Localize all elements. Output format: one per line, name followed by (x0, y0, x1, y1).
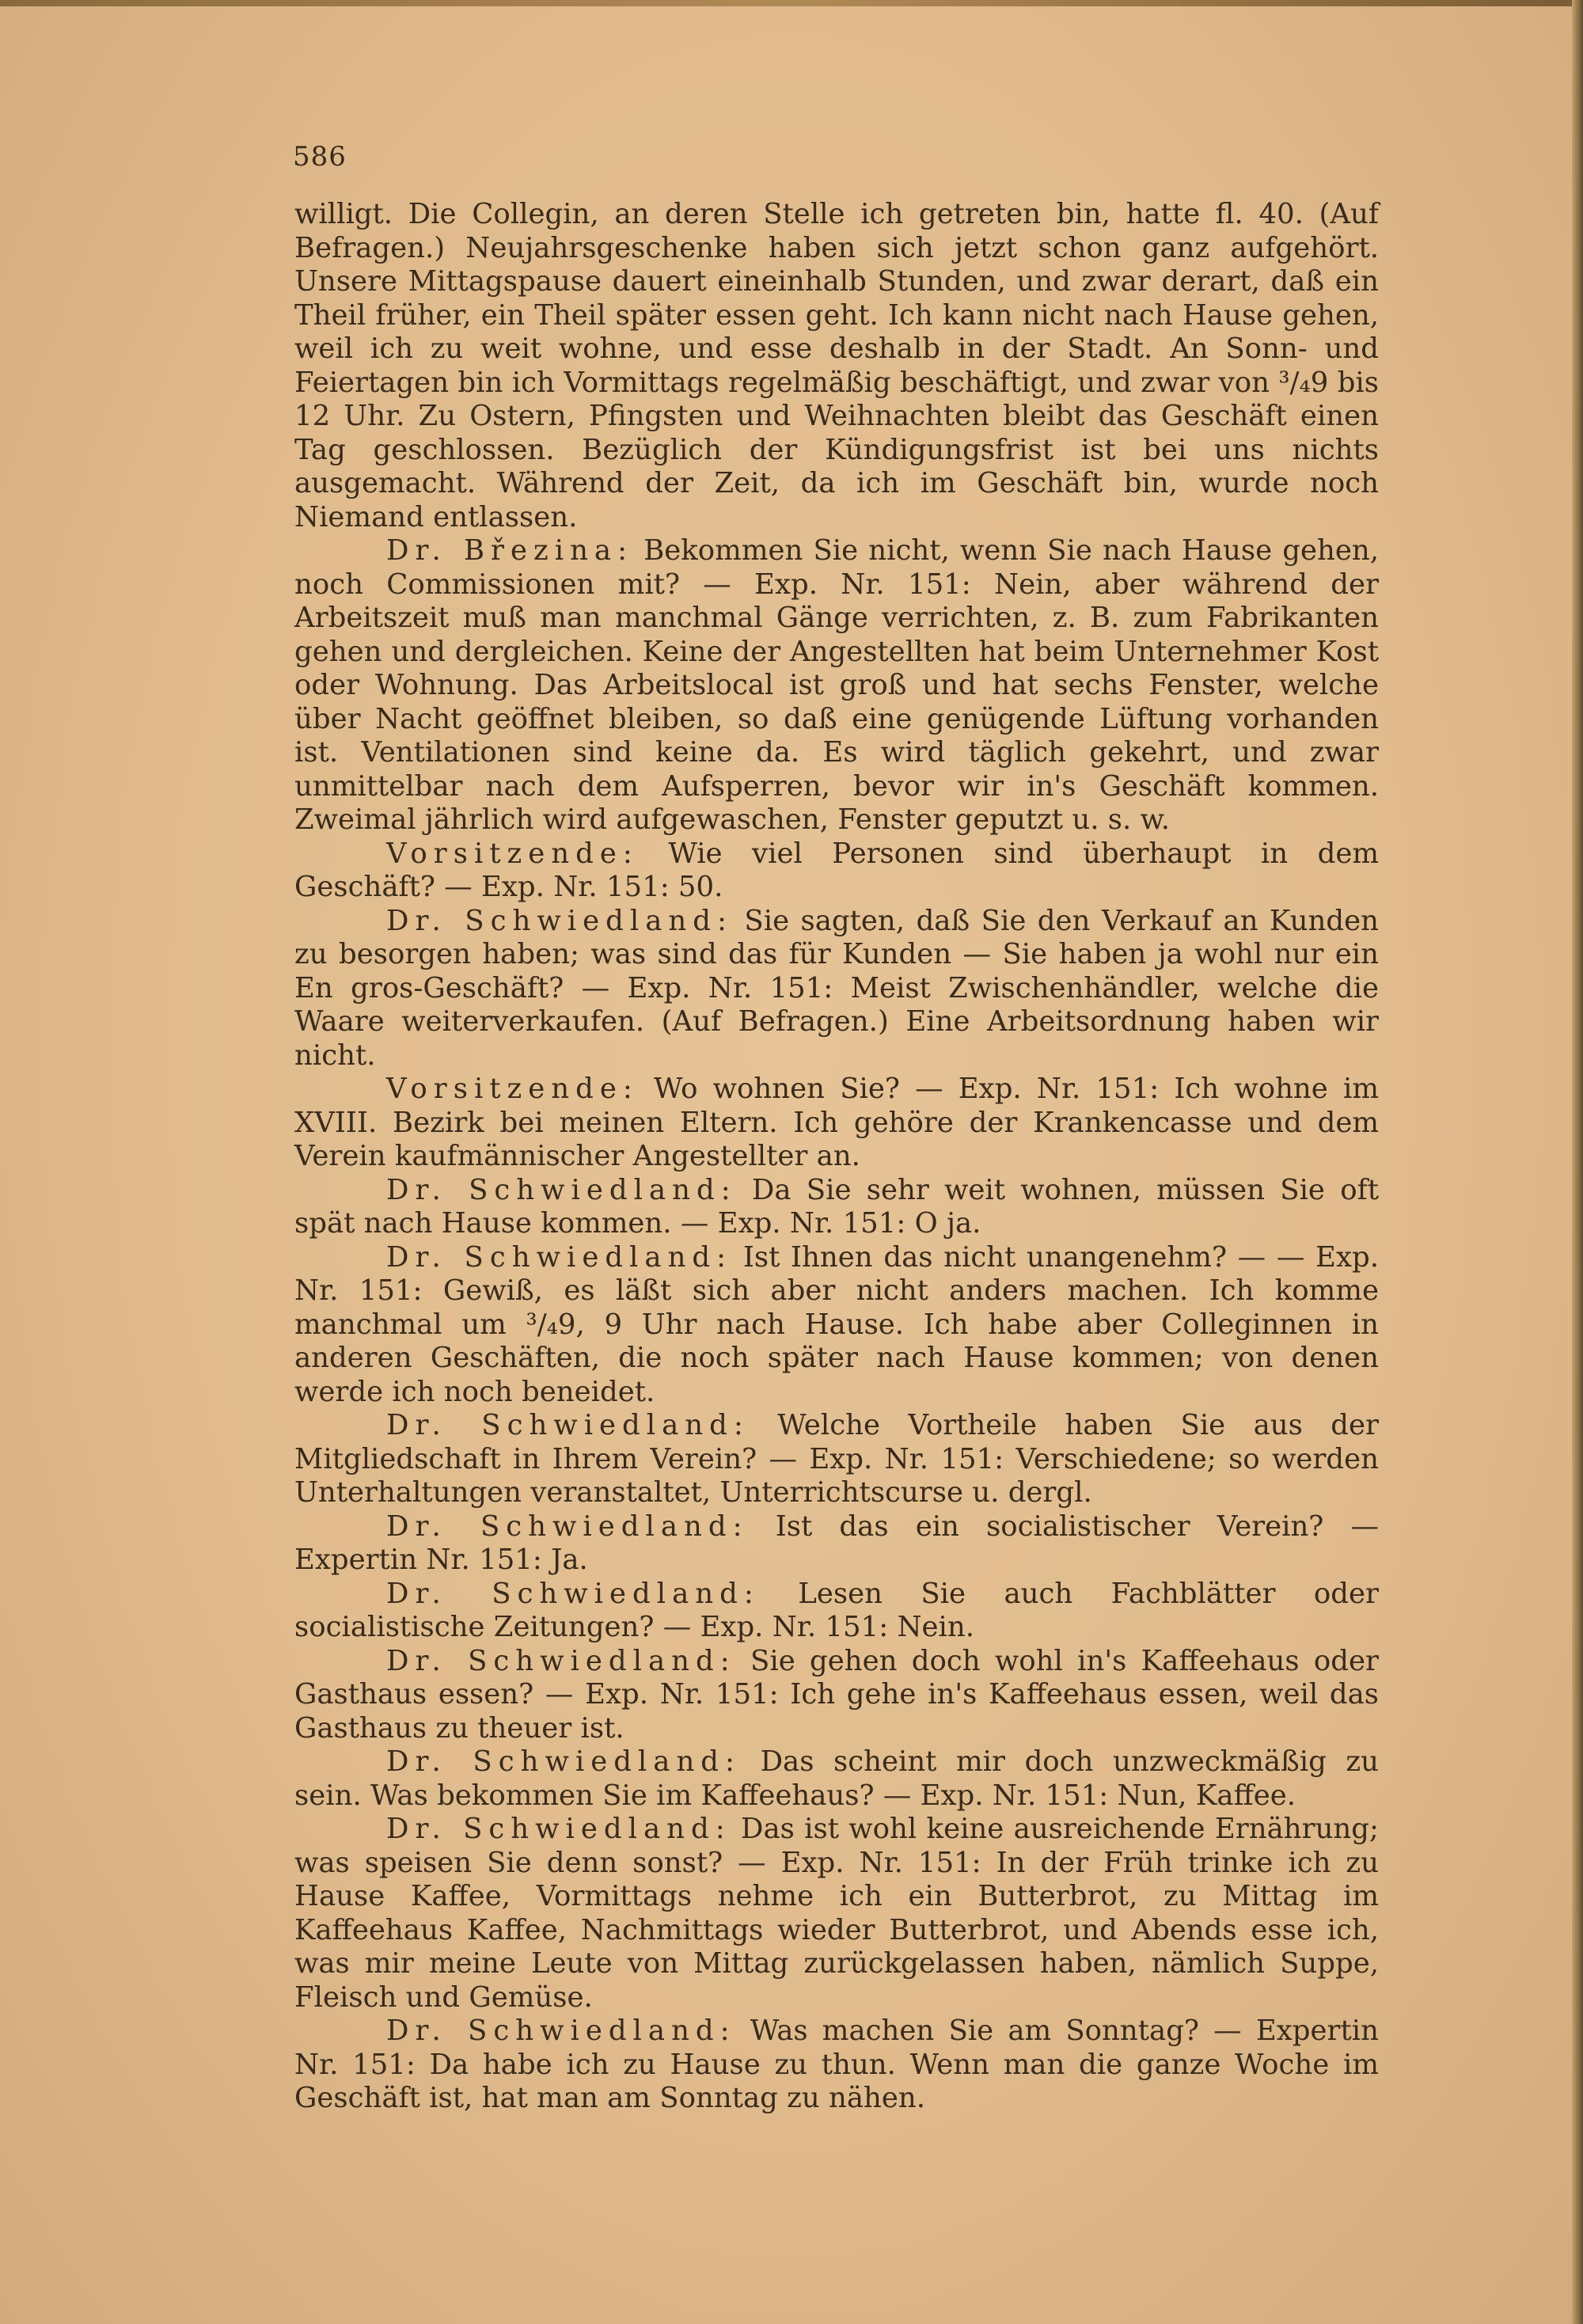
speaker-name: Dr. Schwiedland: (386, 1813, 731, 1845)
page-top-edge (0, 0, 1583, 6)
paragraph (294, 1510, 1379, 1578)
paragraph-text: Lesen Sie auch Fachblätter oder socialistische Zeitungen? — Exp. Nr. 151: Nein. (294, 1577, 1379, 1643)
paragraph (294, 1578, 1379, 1645)
paragraph-text: Was machen Sie am Sonntag? — Expertin Nr. 151: Da habe ich zu Hause zu thun. Wenn man die ganze Woche im Geschäft ist, hat man am Sonntag zu nähen. (294, 2015, 1379, 2114)
paragraph (294, 1174, 1379, 1241)
paragraph (294, 1745, 1379, 1813)
speaker-name: Vorsitzende: (386, 1073, 639, 1105)
paragraph-text: Wo wohnen Sie? — Exp. Nr. 151: Ich wohne im XVIII. Bezirk bei meinen Eltern. Ich gehöre der Krankencasse und dem Verein kaufmännischer Angestellter an. (294, 1073, 1379, 1172)
paragraph (294, 1409, 1379, 1510)
paragraph (294, 534, 1379, 837)
speaker-name: Dr. Schwiedland: (386, 904, 733, 937)
speaker-name: Dr. Schwiedland: (386, 1509, 749, 1543)
paragraph-text: Ist Ihnen das nicht unangenehm? — — Exp. Nr. 151: Gewiß, es läßt sich aber nicht anders machen. Ich komme manchmal um ³/₄9, 9 Uhr nach Hause. Ich habe aber Colleginnen in anderen Geschäften, die noch später nach Hause kommen; von denen werde ich noch beneidet. (294, 1240, 1379, 1408)
paragraph (294, 1073, 1379, 1174)
paragraph (294, 1241, 1379, 1410)
paragraph-text: Ist das ein socialistischer Verein? — Expertin Nr. 151: Ja. (294, 1509, 1379, 1576)
page-right-edge (1572, 0, 1583, 2324)
page-number: 586 (293, 141, 347, 173)
speaker-name: Dr. Schwiedland: (386, 1173, 737, 1206)
speaker-name: Dr. Schwiedland: (386, 1409, 750, 1441)
paragraph-text: Wie viel Personen sind überhaupt in dem Geschäft? — Exp. Nr. 151: 50. (294, 837, 1379, 903)
speaker-name: Dr. Schwiedland: (386, 1644, 736, 1677)
paragraph-text: Welche Vortheile haben Sie aus der Mitgliedschaft in Ihrem Verein? — Exp. Nr. 151: Verschiedene; so werden Unterhaltungen veranstaltet, Unterrichtscurse u. dergl. (294, 1409, 1379, 1509)
paragraph (294, 905, 1379, 1073)
speaker-name: Dr. Schwiedland: (386, 1745, 741, 1778)
speaker-name: Dr. Březina: (386, 534, 634, 567)
paragraph (294, 837, 1379, 905)
speaker-name: Dr. Schwiedland: (386, 1577, 760, 1610)
paragraph-text: willigt. Die Collegin, an deren Stelle ich getreten bin, hatte fl. 40. (Auf Befragen.) Neujahrsgeschenke haben sich jetzt schon ganz aufgehört. Unsere Mittagspause dauert eineinhalb Stunden, und zwar derart, daß ein Theil früher, ein Theil später essen geht. Ich kann nicht nach Hause gehen, weil ich zu weit wohne, und esse deshalb in der Stadt. An Sonn- und Feiertagen bin ich Vormittags regelmäßig beschäftigt, und zwar von ³/₄9 bis 12 Uhr. Zu Ostern, Pfingsten und Weihnachten bleibt das Geschäft einen Tag geschlossen. Bezüglich der Kündigungsfrist ist bei uns nichts ausgemacht. Während der Zeit, da ich im Geschäft bin, wurde noch Niemand entlassen. (294, 198, 1379, 534)
speaker-name: Dr. Schwiedland: (386, 2015, 736, 2047)
paragraph-text: Sie gehen doch wohl in's Kaffeehaus oder Gasthaus essen? — Exp. Nr. 151: Ich gehe in's Kaffeehaus essen, weil das Gasthaus zu theuer ist. (294, 1644, 1379, 1745)
paragraph-text: Bekommen Sie nicht, wenn Sie nach Hause gehen, noch Commissionen mit? — Exp. Nr. 151: Nein, aber während der Arbeitszeit muß man manchmal Gänge verrichten, z. B. zum Fabrikanten gehen und dergleichen. Keine der Angestellten hat beim Unternehmer Kost oder Wohnung. Das Arbeitslocal ist groß und hat sechs Fenster, welche über Nacht geöffnet bleiben, so daß eine genügende Lüftung vorhanden ist. Ventilationen sind keine da. Es wird täglich gekehrt, und zwar unmittelbar nach dem Aufsperren, bevor wir in's Geschäft kommen. Zweimal jährlich wird aufgewaschen, Fenster geputzt u. s. w. (294, 534, 1379, 836)
paragraph (294, 1645, 1379, 1746)
paragraph-text: Da Sie sehr weit wohnen, müssen Sie oft spät nach Hause kommen. — Exp. Nr. 151: O ja. (294, 1173, 1379, 1240)
paragraph-text: Das scheint mir doch unzweckmäßig zu sein. Was bekommen Sie im Kaffeehaus? — Exp. Nr. 151: Nun, Kaffee. (294, 1745, 1379, 1812)
speaker-name: Dr. Schwiedland: (386, 1240, 733, 1274)
speaker-name: Vorsitzende: (386, 837, 639, 870)
paragraph (294, 1813, 1379, 2015)
body-text (294, 198, 1379, 2116)
paragraph-text: Das ist wohl keine ausreichende Ernährung; was speisen Sie denn sonst? — Exp. Nr. 151: In der Früh trinke ich zu Hause Kaffee, Vormittags nehme ich ein Butterbrot, zu Mittag im Kaffeehaus Kaffee, Nachmittags wieder Butterbrot, und Abends esse ich, was mir meine Leute von Mittag zurückgelassen haben, nämlich Suppe, Fleisch und Gemüse. (294, 1813, 1379, 2014)
paragraph (294, 198, 1379, 534)
paragraph-text: Sie sagten, daß Sie den Verkauf an Kunden zu besorgen haben; was sind das für Kunden — Sie haben ja wohl nur ein En gros-Geschäft? — Exp. Nr. 151: Meist Zwischenhändler, welche die Waare weiterverkaufen. (Auf Befragen.) Eine Arbeitsordnung haben wir nicht. (294, 904, 1379, 1072)
paragraph (294, 2015, 1379, 2116)
